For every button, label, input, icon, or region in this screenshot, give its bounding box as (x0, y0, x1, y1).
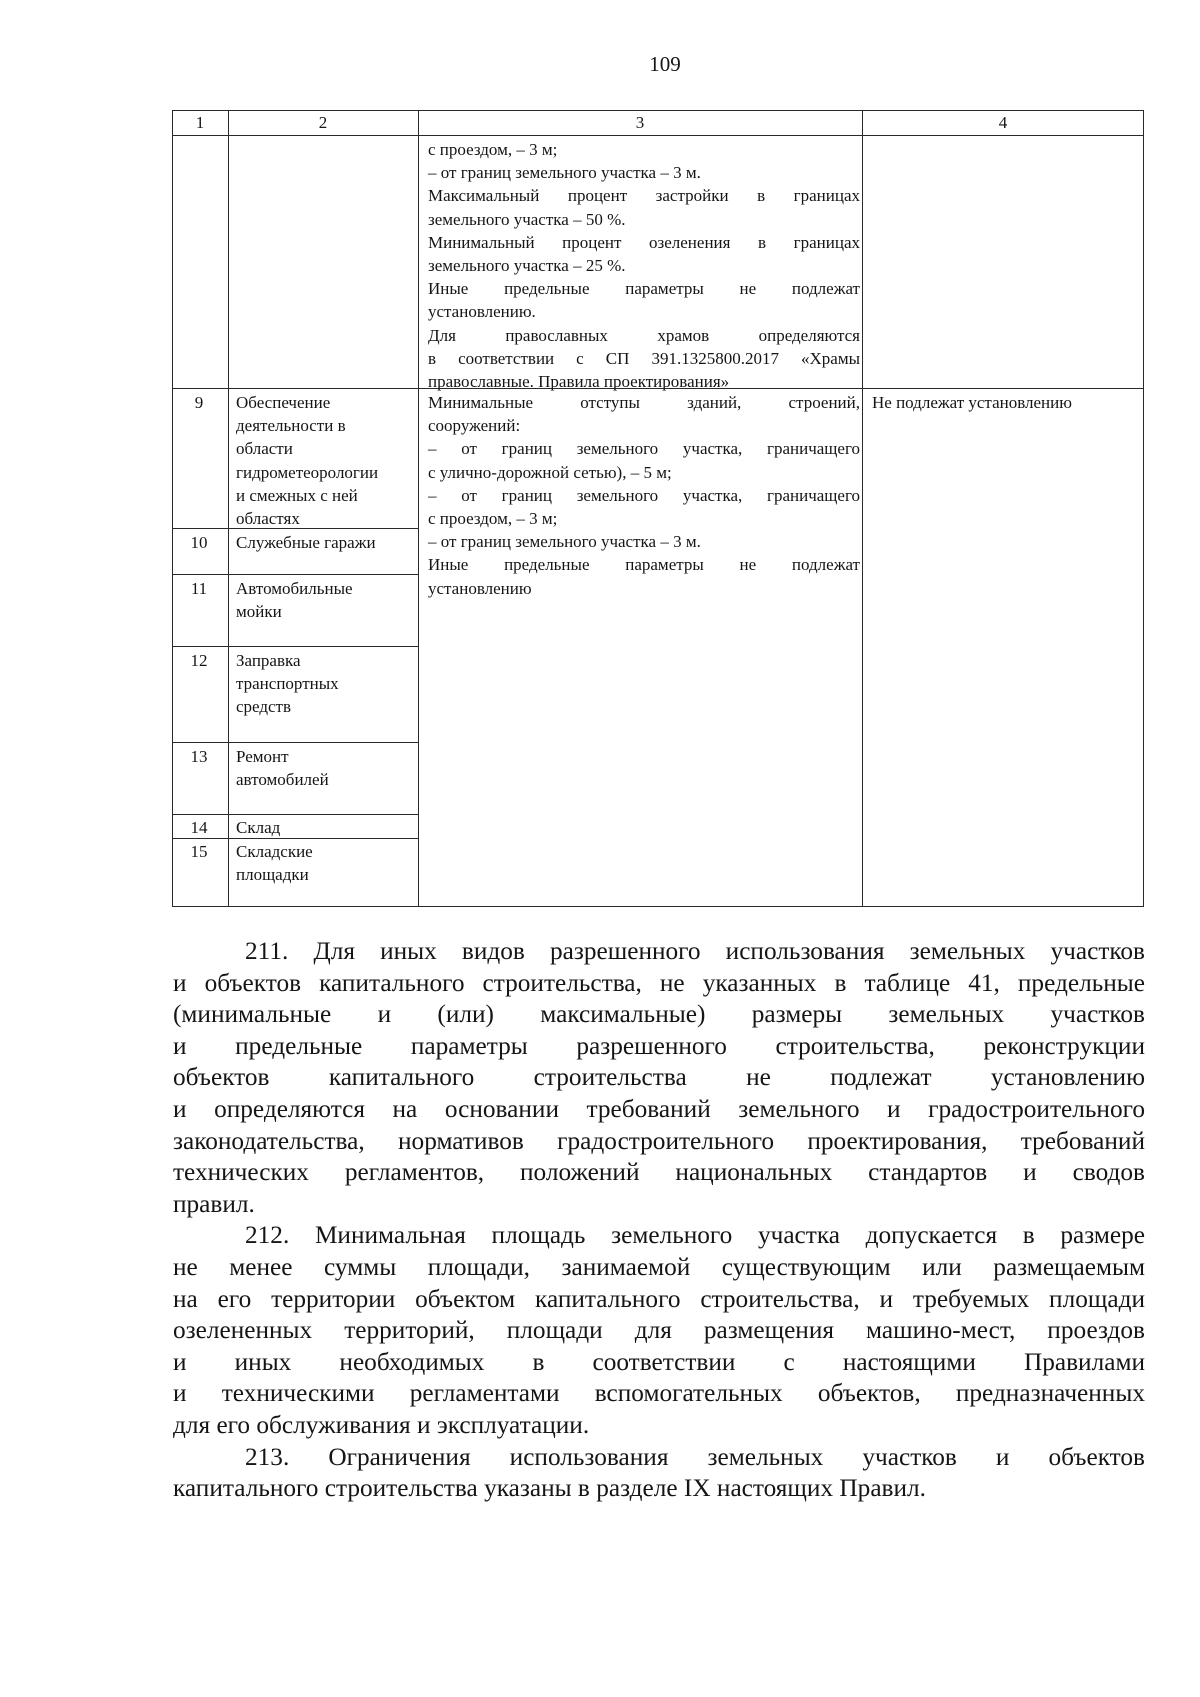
row-number-14: 14 (190, 818, 208, 837)
cell-line: земельного участка – 25 %. (428, 256, 626, 276)
cell-line: автомобилей (236, 770, 329, 790)
table-header-4: 4 (998, 113, 1008, 132)
row-name-13 (236, 745, 416, 791)
paragraph-line (173, 1442, 1145, 1474)
regulations-table (172, 110, 1144, 906)
cell-line: Обеспечение (236, 393, 331, 412)
table-border-top (172, 110, 1144, 111)
paragraph-line: и определяются на основании требований земельного и градостроительного (173, 1094, 1145, 1123)
row-number-9: 9 (194, 393, 204, 412)
cell-line: установлению (428, 578, 532, 598)
row-divider (172, 646, 418, 647)
row-number-13: 13 (190, 747, 208, 766)
paragraph-line: и объектов капитального строительства, не указанных в таблице 41, предельные (173, 968, 1145, 997)
paragraph-213 (173, 1442, 1145, 1505)
row-number-12: 12 (190, 651, 208, 670)
cell-line: с проездом, – 3 м; (428, 140, 558, 159)
column-divider (228, 110, 229, 907)
paragraph-line: озелененных территорий, площади для размещения машино-мест, проездов (173, 1316, 1145, 1345)
paragraph-line (173, 936, 1145, 968)
cell-line: Минимальные отступы зданий, строений, (428, 393, 860, 412)
cell-line: православные. Правила проектирования» (428, 372, 730, 392)
line-text: Ограничения использования земельных участков и объектов (328, 1442, 1145, 1471)
column-divider (418, 110, 419, 907)
paragraph-line: и техническими регламентами вспомогательных объектов, предназначенных (173, 1379, 1145, 1408)
cell-line: в соответствии с СП 391.1325800.2017 «Храмы (428, 348, 860, 368)
page-number: 109 (649, 52, 681, 76)
paragraph-number: 211. (245, 937, 289, 965)
row-name-11 (236, 577, 416, 623)
cell-line: деятельности в (236, 416, 346, 436)
body-text (173, 936, 1145, 1505)
paragraph-line: законодательства, нормативов градостроительного проектирования, требований (173, 1126, 1145, 1155)
header-divider (172, 135, 1144, 136)
paragraph-212 (173, 1220, 1145, 1441)
column-divider (862, 110, 863, 907)
row-number-15: 15 (190, 842, 208, 861)
row-name-12 (236, 649, 416, 719)
cell-line: – от границ земельного участка – 3 м. (428, 163, 701, 183)
cell-line: Иные предельные параметры не подлежат (428, 555, 860, 575)
paragraph-line: капитального строительства указаны в разделе IX настоящих Правил. (173, 1474, 926, 1503)
row-name-14 (236, 816, 416, 839)
cell-line: Служебные гаражи (236, 533, 376, 552)
cell-line: Максимальный процент застройки в границах (428, 186, 860, 206)
cell-line: площадки (236, 865, 309, 885)
paragraph-line: объектов капитального строительства не подлежат установлению (173, 1063, 1145, 1092)
group-limits-cell: Не подлежат установлению (872, 393, 1072, 412)
cell-line: средств (236, 697, 292, 717)
paragraph-211 (173, 936, 1145, 1220)
cell-line: Для православных храмов определяются (428, 325, 860, 345)
table-border-right (1143, 110, 1144, 907)
cell-line: Минимальный процент озеленения в границах (428, 232, 860, 252)
paragraph-line: технических регламентов, положений национальных стандартов и сводов (173, 1158, 1145, 1187)
paragraph-line: правил. (173, 1189, 255, 1218)
row-divider (172, 574, 418, 575)
table-header-1: 1 (195, 113, 205, 132)
row-number-11: 11 (190, 579, 208, 598)
row-divider (172, 742, 418, 743)
cell-line: гидрометеорологии (236, 462, 379, 482)
paragraph-line (173, 1220, 1145, 1252)
paragraph-line: для его обслуживания и эксплуатации. (173, 1410, 590, 1439)
cell-line: установлению. (428, 302, 536, 322)
row-number-10: 10 (190, 533, 208, 552)
cell-line: земельного участка – 50 %. (428, 209, 626, 229)
paragraph-line: и предельные параметры разрешенного строительства, реконструкции (173, 1031, 1145, 1060)
cell-line: с улично-дорожной сетью), – 5 м; (428, 462, 672, 482)
paragraph-number: 212. (245, 1221, 290, 1250)
group-parameters-cell (428, 391, 860, 600)
cell-line: мойки (236, 602, 282, 622)
table-header-3: 3 (635, 113, 645, 132)
cell-line: – от границ земельного участка, граничащего (428, 439, 860, 459)
cell-line: с проездом, – 3 м; (428, 509, 558, 529)
cell-line: – от границ земельного участка, граничащего (428, 485, 860, 505)
line-text: Минимальная площадь земельного участка допускается в размере (314, 1221, 1145, 1250)
cell-line: Иные предельные параметры не подлежат (428, 279, 860, 299)
paragraph-line: (минимальные и (или) максимальные) размеры земельных участков (173, 1000, 1145, 1029)
cell-line: Ремонт (236, 747, 289, 766)
cell-line: Автомобильные (236, 579, 353, 598)
row-name-10 (236, 531, 416, 554)
table-header-2: 2 (318, 113, 328, 132)
paragraph-line: и иных необходимых в соответствии с настоящими Правилами (173, 1347, 1145, 1376)
table-border-bottom (172, 906, 1144, 907)
row-name-15 (236, 840, 416, 886)
cell-line: и смежных с ней (236, 485, 358, 505)
line-text: Для иных видов разрешенного использования земельных участков (313, 937, 1145, 965)
continued-parameters-cell (428, 138, 860, 393)
cell-line: Склад (236, 818, 281, 837)
paragraph-line: не менее суммы площади, занимаемой существующим или размещаемым (173, 1252, 1145, 1281)
paragraph-line: на его территории объектом капитального строительства, и требуемых площади (173, 1284, 1145, 1313)
cell-line: транспортных (236, 674, 339, 694)
cell-line: сооружений: (428, 416, 521, 436)
cell-line: областях (236, 509, 300, 529)
table-border-left (172, 110, 173, 907)
cell-line: – от границ земельного участка – 3 м. (428, 532, 701, 552)
row-name-9 (236, 391, 416, 530)
cell-line: Складские (236, 842, 313, 861)
paragraph-number: 213. (245, 1442, 290, 1471)
cell-line: Заправка (236, 651, 301, 670)
cell-line: области (236, 439, 293, 459)
